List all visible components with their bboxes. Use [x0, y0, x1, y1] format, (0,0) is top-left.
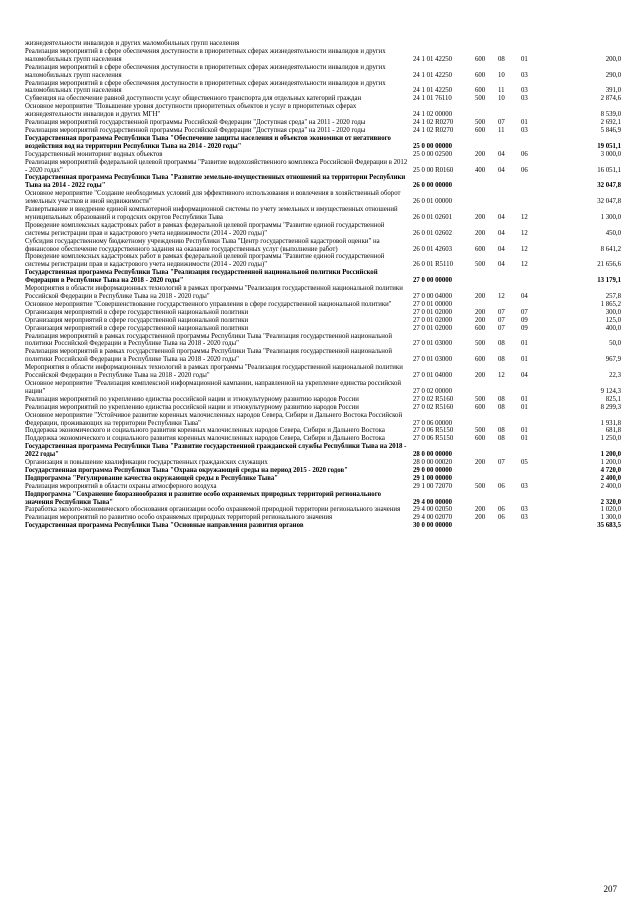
- expense-name: Организация и повышение квалификации государственных гражданских служащих: [25, 459, 268, 467]
- table-row: [25, 103, 621, 119]
- amount: 1 300,0: [600, 213, 621, 221]
- target-article-code: 24 1 02 R0270: [413, 119, 454, 127]
- subsection-code: 01: [521, 119, 528, 127]
- amount: 8 641,2: [600, 245, 621, 253]
- target-article-code: 27 0 06 00000: [413, 419, 453, 427]
- table-row: [25, 506, 621, 514]
- expense-name: Государственная программа Республики Тыва "Обеспечение защиты населения и объектов экономики от негативного воздействия вод на территории Республики Тыва на 2014 - 2020 годы": [25, 134, 391, 150]
- subsection-code: 07: [521, 308, 528, 316]
- expense-type-code: 600: [475, 71, 486, 79]
- subsection-code: 01: [521, 427, 528, 435]
- amount: 22,3: [609, 372, 621, 380]
- subsection-code: 01: [521, 435, 528, 443]
- subsection-code: 04: [521, 293, 528, 300]
- section-code: 07: [498, 459, 505, 467]
- program-row: [25, 135, 621, 151]
- expense-name: Поддержка экономического и социального развития коренных малочисленных народов Севера, Сибири и Дальнего Востока: [25, 427, 385, 435]
- target-article-code: 26 0 01 02601: [413, 213, 453, 221]
- expense-type-code: 500: [475, 261, 486, 269]
- program-row: [25, 443, 621, 459]
- expense-type-code: 200: [475, 372, 486, 380]
- table-row: [25, 325, 621, 333]
- subsection-code: 12: [521, 261, 528, 269]
- section-code: 10: [498, 95, 505, 103]
- subsection-code: 05: [521, 459, 528, 467]
- table-row: [25, 206, 621, 222]
- section-code: 08: [498, 427, 505, 435]
- expense-name: Реализация мероприятий государственной программы Российской Федерации "Доступная среда" на 2011 - 2020 годы: [25, 126, 366, 134]
- subsection-code: 09: [521, 324, 528, 332]
- expense-name: Реализация мероприятий федеральной целевой программы "Развитие водохозяйственного комплекса Российской Федерации в 2012 - 2020 годах": [25, 158, 408, 174]
- expense-name: Разработка эколого-экономического обоснования организации особо охраняемой природной территории регионального значения: [25, 506, 401, 514]
- subsection-code: 04: [521, 372, 528, 380]
- section-code: 12: [498, 293, 505, 300]
- amount: 290,0: [605, 71, 621, 79]
- expense-name: Организация мероприятий в сфере государственной национальной политики: [25, 316, 249, 324]
- expense-name: Основное мероприятие "Реализация комплексной информационной кампании, направленной на укрепление единства российской нации": [25, 379, 402, 395]
- expense-type-code: 200: [475, 459, 486, 467]
- expense-name: Реализация мероприятий по укреплению единства российской нации и этнокультурному развитию народов России: [25, 403, 359, 411]
- subsection-code: 01: [521, 340, 528, 348]
- table-row: [25, 238, 621, 254]
- amount: 50,0: [609, 340, 621, 348]
- expense-name: Поддержка экономического и социального развития коренных малочисленных народов Севера, Сибири и Дальнего Востока: [25, 435, 385, 443]
- target-article-code: 26 0 00 00000: [413, 182, 453, 190]
- target-article-code: 24 1 01 42250: [413, 55, 453, 63]
- target-article-code: 30 0 00 00000: [413, 522, 453, 530]
- section-code: 07: [498, 119, 505, 127]
- expense-type-code: 200: [475, 213, 486, 221]
- amount: 1 865,2: [600, 300, 621, 308]
- section-code: 08: [498, 395, 505, 403]
- amount: 125,0: [605, 316, 621, 324]
- table-row: [25, 253, 621, 269]
- amount: 300,0: [605, 308, 621, 316]
- target-article-code: 25 0 00 02500: [413, 150, 453, 158]
- expense-type-code: 200: [475, 150, 486, 158]
- amount: 19 051,1: [597, 142, 621, 150]
- expense-type-code: 200: [475, 514, 486, 522]
- expense-type-code: 500: [475, 427, 486, 435]
- amount: 16 051,1: [597, 166, 621, 174]
- amount: 2 400,0: [600, 474, 621, 482]
- expense-name: Основное мероприятие "Устойчивое развитие коренных малочисленных народов Севера, Сибири и Дальнего Востока Российской Федерации, проживающих на территории Республики Тыва": [25, 411, 403, 427]
- target-article-code: 29 4 00 02050: [413, 506, 453, 514]
- expense-name: Организация мероприятий в сфере государственной национальной политики: [25, 308, 249, 316]
- target-article-code: 27 0 01 04000: [413, 372, 453, 380]
- section-code: 04: [498, 261, 505, 269]
- subsection-code: 09: [521, 316, 528, 324]
- subsection-code: 01: [521, 55, 528, 63]
- amount: 32 047,8: [597, 198, 621, 206]
- amount: 21 656,6: [597, 261, 621, 269]
- subsection-code: 12: [521, 213, 528, 221]
- amount: 1 200,0: [600, 459, 621, 467]
- expense-type-code: 500: [475, 340, 486, 348]
- target-article-code: 26 0 01 R5110: [413, 261, 453, 269]
- target-article-code: 27 0 01 02000: [413, 316, 453, 324]
- expense-name: Основное мероприятие "Повышение уровня доступности приоритетных объектов и услуг в приоритетных сферах жизнедеятельности инвалидов и других МГН": [25, 103, 357, 119]
- table-row: [25, 80, 621, 96]
- table-row: [25, 483, 621, 491]
- table-row: [25, 348, 621, 364]
- amount: 825,1: [605, 395, 621, 403]
- expense-type-code: 500: [475, 482, 486, 490]
- table-row: [25, 514, 621, 522]
- table-row: [25, 190, 621, 206]
- program-row: [25, 491, 621, 507]
- expense-type-code: 400: [475, 166, 486, 174]
- table-row: [25, 317, 621, 325]
- subsection-code: 12: [521, 229, 528, 237]
- expense-name: Реализация мероприятий в рамках государственной программы Республики Тыва "Реализация государственной национальной политики Российской Федерации в Республике Тыва на 2018 - 2020 годы": [25, 348, 392, 364]
- table-row: [25, 151, 621, 159]
- section-code: 04: [498, 229, 505, 237]
- table-row: [25, 301, 621, 309]
- target-article-code: 27 0 02 R5160: [413, 403, 454, 411]
- expense-name: Основное мероприятие "Совершенствование государственного управления в сфере государственной национальной политики": [25, 300, 392, 308]
- table-row: [25, 127, 621, 135]
- section-code: 12: [498, 372, 505, 380]
- amount: 3 000,0: [600, 150, 621, 158]
- amount: 1 931,8: [600, 419, 621, 427]
- target-article-code: 26 0 01 00000: [413, 198, 453, 206]
- amount: 450,0: [605, 229, 621, 237]
- page-number: 207: [603, 884, 617, 894]
- target-article-code: 27 0 06 R5150: [413, 435, 454, 443]
- program-row: [25, 467, 621, 475]
- section-code: 08: [498, 403, 505, 411]
- expense-type-code: 500: [475, 395, 486, 403]
- target-article-code: 27 0 01 00000: [413, 300, 453, 308]
- target-article-code: 29 4 00 02070: [413, 514, 453, 522]
- amount: 967,9: [605, 356, 621, 364]
- table-row: [25, 427, 621, 435]
- expense-name: Проведение комплексных кадастровых работ в рамках федеральной целевой программы "Развитие единой государственной системы регистрации прав и кадастрового учета недвижимости (2014 - 2020 годы)": [25, 221, 385, 237]
- amount: 1 200,0: [600, 451, 621, 459]
- amount: 200,0: [605, 55, 621, 63]
- subsection-code: 03: [521, 482, 528, 490]
- table-row: [25, 459, 621, 467]
- table-row: [25, 333, 621, 349]
- target-article-code: 28 0 00 00020: [413, 459, 453, 467]
- program-row: [25, 475, 621, 483]
- expense-name: Реализация мероприятий в сфере обеспечения доступности в приоритетных сферах жизнедеятельности инвалидов и других маломобильных групп населения: [25, 47, 386, 63]
- table-row: [25, 435, 621, 443]
- amount: 35 683,5: [597, 522, 621, 530]
- table-row: [25, 119, 621, 127]
- expense-type-code: 600: [475, 403, 486, 411]
- expense-name: жизнедеятельности инвалидов и других маломобильных групп населения: [25, 40, 240, 47]
- target-article-code: 24 1 02 00000: [413, 111, 453, 119]
- expense-name: Основное мероприятие "Создание необходимых условий для эффективного использования и вовлечения в хозяйственный оборот земельных участков и иной недвижимости": [25, 190, 401, 206]
- table-row: [25, 95, 621, 103]
- expense-name: Реализация мероприятий по укреплению единства российской нации и этнокультурному развитию народов России: [25, 395, 359, 403]
- section-code: 08: [498, 55, 505, 63]
- target-article-code: 27 0 06 R5150: [413, 427, 454, 435]
- expense-type-code: 200: [475, 506, 486, 514]
- target-article-code: 25 0 00 R0160: [413, 166, 454, 174]
- amount: 681,8: [605, 427, 621, 435]
- expense-type-code: 600: [475, 324, 486, 332]
- amount: 9 124,3: [600, 387, 621, 395]
- expense-name: Подпрограмма "Сохранение биоразнообразия и развитие особо охраняемых природных территорий регионального значения Республики Тыва": [25, 490, 382, 506]
- expense-name: Организация мероприятий в сфере государственной национальной политики: [25, 324, 249, 332]
- expense-name: Подпрограмма "Регулирование качества окружающей среды в Республике Тыва": [25, 474, 279, 482]
- expense-name: Реализация мероприятий в рамках государственной программы Республики Тыва "Реализация государственной национальной политики Российской Федерации в Республике Тыва на 2018 - 2020 годы": [25, 332, 392, 348]
- expense-type-code: 600: [475, 356, 486, 364]
- subsection-code: 01: [521, 395, 528, 403]
- expense-name: Реализация мероприятий государственной программы Российской Федерации "Доступная среда" на 2011 - 2020 годы: [25, 119, 366, 127]
- table-row: [25, 285, 621, 301]
- expense-type-code: 600: [475, 126, 486, 134]
- expense-type-code: 200: [475, 308, 486, 316]
- expense-name: Мероприятия в области информационных технологий в рамках программы "Реализация государственной национальной политики Российской Федерации в Республике Тыва на 2018 - 2020 годы": [25, 364, 403, 380]
- table-row: [25, 309, 621, 317]
- amount: 2 400,0: [600, 482, 621, 490]
- target-article-code: 25 0 00 00000: [413, 142, 453, 150]
- table-row: [25, 380, 621, 396]
- subsection-code: 03: [521, 514, 528, 522]
- subsection-code: 01: [521, 403, 528, 411]
- section-code: 11: [498, 126, 505, 134]
- section-code: 10: [498, 71, 505, 79]
- expense-type-code: 600: [475, 55, 486, 63]
- expense-name: Реализация мероприятий в сфере обеспечения доступности в приоритетных сферах жизнедеятельности инвалидов и других маломобильных групп населения: [25, 63, 386, 79]
- target-article-code: 27 0 02 00000: [413, 387, 453, 395]
- budget-table: [25, 40, 621, 530]
- amount: 2 692,1: [600, 119, 621, 127]
- amount: 1 300,0: [600, 514, 621, 522]
- expense-name: Развертывание и внедрение единой компьютерной информационной системы по учету земельных и имущественных отношений муниципальных образований и городских округов Республики Тыва: [25, 206, 398, 221]
- section-code: 08: [498, 356, 505, 364]
- target-article-code: 29 1 00 00000: [413, 474, 453, 482]
- expense-type-code: 600: [475, 435, 486, 443]
- expense-type-code: 500: [475, 119, 486, 127]
- amount: 1 020,0: [600, 506, 621, 514]
- amount: 2 320,0: [600, 498, 621, 506]
- subsection-code: 03: [521, 95, 528, 103]
- section-code: 04: [498, 166, 505, 174]
- target-article-code: 29 0 00 00000: [413, 466, 453, 474]
- section-code: 06: [498, 482, 505, 490]
- table-row: [25, 396, 621, 404]
- target-article-code: 27 0 00 00000: [413, 277, 453, 285]
- target-article-code: 27 0 01 03000: [413, 356, 453, 364]
- program-row: [25, 174, 621, 190]
- target-article-code: 29 1 00 72070: [413, 482, 453, 490]
- target-article-code: 24 1 01 42250: [413, 71, 453, 79]
- expense-name: Государственная программа Республики Тыва "Развитие земельно-имущественных отношений на территории Республики Тыва на 2014 - 2022 годы": [25, 174, 406, 190]
- expense-name: Реализация мероприятий по развитию особо охраняемых природных территорий регионального значения: [25, 514, 333, 522]
- section-code: 08: [498, 435, 505, 443]
- subsection-code: 06: [521, 166, 528, 174]
- section-code: 04: [498, 150, 505, 158]
- section-code: 06: [498, 514, 505, 522]
- table-row: [25, 364, 621, 380]
- expense-name: Реализация мероприятий в сфере обеспечения доступности в приоритетных сферах жизнедеятельности инвалидов и других маломобильных групп населения: [25, 79, 386, 95]
- table-row: [25, 48, 621, 64]
- expense-name: Проведение комплексных кадастровых работ в рамках федеральной целевой программы "Развитие единой государственной системы регистрации прав и кадастрового учета недвижимости (2014 - 2020 годы)": [25, 253, 385, 269]
- expense-name: Государственная программа Республики Тыва "Развитие государственной гражданской службы Республики Тыва на 2018 - 2022 годы": [25, 443, 407, 459]
- program-row: [25, 269, 621, 285]
- subsection-code: 06: [521, 150, 528, 158]
- section-code: 06: [498, 506, 505, 514]
- expense-type-code: 600: [475, 87, 486, 95]
- table-row: [25, 404, 621, 412]
- table-row: [25, 64, 621, 80]
- target-article-code: 27 0 02 R5160: [413, 395, 454, 403]
- amount: 8 299,3: [600, 403, 621, 411]
- target-article-code: 27 0 01 02000: [413, 324, 453, 332]
- section-code: 11: [498, 87, 505, 95]
- amount: 391,0: [605, 87, 621, 95]
- subsection-code: 12: [521, 245, 528, 253]
- expense-name: Субвенция на обеспечение равной доступности услуг общественного транспорта для отдельных категорий граждан: [25, 95, 362, 103]
- amount: 32 047,8: [597, 182, 621, 190]
- section-code: 07: [498, 308, 505, 316]
- target-article-code: 26 0 01 02602: [413, 229, 453, 237]
- expense-name: Государственная программа Республики Тыва "Основные направления развития органов: [25, 522, 304, 530]
- expense-name: Государственная программа Республики Тыва "Охрана окружающей среды на период 2015 - 2020 годов": [25, 466, 348, 474]
- table-row: [25, 222, 621, 238]
- subsection-code: 01: [521, 356, 528, 364]
- amount: 8 539,0: [600, 111, 621, 119]
- subsection-code: 03: [521, 126, 528, 134]
- amount: 13 179,1: [597, 277, 621, 285]
- expense-name: Субсидия государственному бюджетному учреждению Республики Тыва "Центр государственной кадастровой оценки" на финансовое обеспечение государственного задания на оказание государственных услуг (выполнение работ): [25, 237, 380, 253]
- expense-type-code: 200: [475, 316, 486, 324]
- program-row: [25, 522, 621, 530]
- target-article-code: 29 4 00 00000: [413, 498, 453, 506]
- amount: 5 846,9: [600, 126, 621, 134]
- section-code: 04: [498, 213, 505, 221]
- target-article-code: 27 0 00 04000: [413, 293, 453, 300]
- target-article-code: 24 1 01 42250: [413, 87, 453, 95]
- target-article-code: 24 1 01 76110: [413, 95, 452, 103]
- expense-type-code: 200: [475, 229, 486, 237]
- section-code: 07: [498, 316, 505, 324]
- amount: 257,8: [605, 293, 621, 300]
- table-row: [25, 412, 621, 428]
- subsection-code: 03: [521, 71, 528, 79]
- target-article-code: 26 0 01 42603: [413, 245, 453, 253]
- target-article-code: 24 1 02 R0270: [413, 126, 454, 134]
- subsection-code: 03: [521, 506, 528, 514]
- section-code: 07: [498, 324, 505, 332]
- expense-type-code: 500: [475, 95, 486, 103]
- expense-name: Государственная программа Республики Тыва "Реализация государственной национальной политики Российской Федерации в Республике Тыва на 2018 - 2020 годы": [25, 269, 378, 285]
- amount: 4 720,0: [600, 466, 621, 474]
- section-code: 04: [498, 245, 505, 253]
- target-article-code: 27 0 01 03000: [413, 340, 453, 348]
- expense-name: Мероприятия в области информационных технологий в рамках программы "Реализация государственной национальной политики Российской Федерации в Республике Тыва на 2018 - 2020 годы": [25, 285, 403, 300]
- expense-type-code: 600: [475, 245, 486, 253]
- subsection-code: 03: [521, 87, 528, 95]
- table-row: [25, 40, 621, 48]
- amount: 1 250,0: [600, 435, 621, 443]
- target-article-code: 27 0 01 02000: [413, 308, 453, 316]
- expense-name: Реализация мероприятий в области охраны атмосферного воздуха: [25, 482, 217, 490]
- target-article-code: 28 0 00 00000: [413, 451, 453, 459]
- section-code: 08: [498, 340, 505, 348]
- expense-name: Государственный мониторинг водных объектов: [25, 150, 163, 158]
- expense-type-code: 200: [475, 293, 486, 300]
- table-row: [25, 159, 621, 175]
- amount: 2 874,6: [600, 95, 621, 103]
- amount: 400,0: [605, 324, 621, 332]
